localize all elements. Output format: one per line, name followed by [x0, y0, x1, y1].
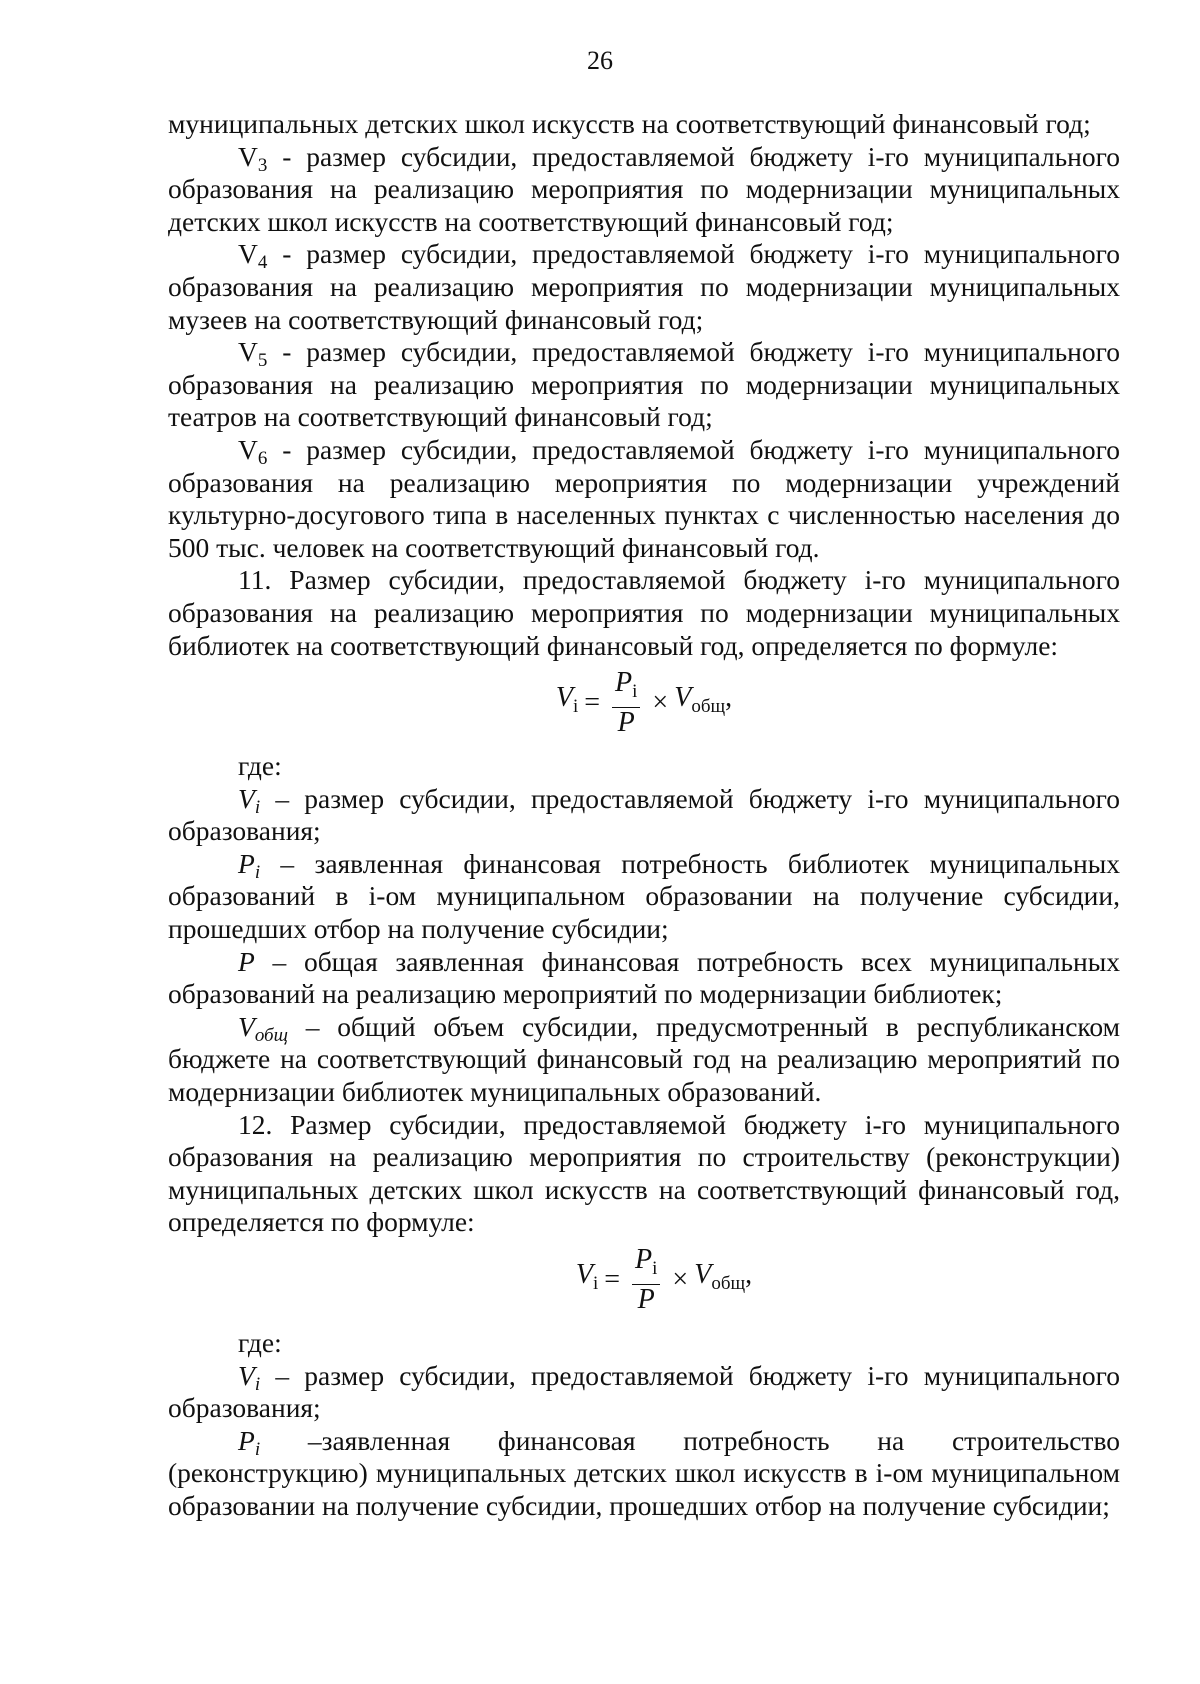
formula-section-12	[168, 1245, 1120, 1321]
fraction-numerator: $P_i$	[632, 1245, 660, 1285]
page-number: 26	[587, 46, 613, 75]
v3-label: $V_3$	[238, 140, 268, 176]
document-body	[168, 108, 1120, 1523]
formula-equals: =	[584, 686, 601, 718]
v5-label: $V_5$	[238, 336, 268, 372]
formula-rhs: $V_{общ}$,	[674, 682, 733, 718]
definition-11-p: P – общая заявленная финансовая потребность всех муниципальных образований на реализацию мероприятий по модернизации библиотек;	[168, 945, 1120, 1010]
where-label-11: где:	[238, 750, 282, 782]
def-var: $P_i$	[238, 847, 261, 883]
def-var: $V_i$	[238, 782, 261, 818]
formula-fraction	[612, 668, 640, 738]
v4-label: $V_4$	[238, 238, 268, 274]
def-var: P	[238, 945, 255, 977]
section-12-intro: 12. Размер субсидии, предоставляемой бюджету i-го муниципального образования на реализацию мероприятия по строительству (реконструкции) муниципальных детских школ искусств на соответствующий финансовый год, определяется по формуле:	[168, 1108, 1120, 1238]
formula-rhs: $V_{общ}$,	[694, 1259, 753, 1295]
fraction-denominator: P	[617, 707, 635, 739]
formula-times: ×	[672, 1263, 689, 1295]
fraction-denominator: P	[637, 1284, 655, 1315]
definition-12-vi: $V_i$ – размер субсидии, предоставляемой бюджету i-го муниципального образования;	[168, 1359, 1120, 1424]
formula-lhs: $V_i$	[555, 682, 579, 718]
definition-11-vobsh: $V_{общ}$ – общий объем субсидии, предусмотренный в республиканском бюджете на соответствующий финансовый год на реализацию мероприятий по модернизации библиотек муниципальных образований.	[168, 1010, 1120, 1108]
paragraph-v4: $V_4$ - размер субсидии, предоставляемой бюджету i-го муниципального образования на реализацию мероприятия по модернизации муниципальных музеев на соответствующий финансовый год;	[168, 238, 1120, 335]
section-11-intro: 11. Размер субсидии, предоставляемой бюджету i-го муниципального образования на реализацию мероприятия по модернизации муниципальных библиотек на соответствующий финансовый год, определяется по формуле:	[168, 564, 1120, 661]
paragraph-v6: $V_6$ - размер субсидии, предоставляемой бюджету i-го муниципального образования на реализацию мероприятия по модернизации учреждений культурно-досугового типа в населенных пунктах с численностью населения до 500 тыс. человек на соответствующий финансовый год.	[168, 433, 1120, 563]
def-var: $V_i$	[238, 1359, 261, 1395]
paragraph-v3: $V_3$ - размер субсидии, предоставляемой бюджету i-го муниципального образования на реализацию мероприятия по модернизации муниципальных детских школ искусств на соответствующий финансовый год;	[168, 140, 1120, 237]
v6-label: $V_6$	[238, 433, 268, 469]
def-var: $P_i$	[238, 1424, 261, 1460]
paragraph-v5: $V_5$ - размер субсидии, предоставляемой бюджету i-го муниципального образования на реализацию мероприятия по модернизации муниципальных театров на соответствующий финансовый год;	[168, 336, 1120, 433]
where-label-12: где:	[238, 1327, 282, 1358]
paragraph-continuation: муниципальных детских школ искусств на соответствующий финансовый год;	[168, 108, 1091, 139]
definition-12-pi: $P_i$ –заявленная финансовая потребность на строительство (реконструкцию) муниципальных детских школ искусств в i-ом муниципальном образовании на получение субсидии, прошедших отбор на получение субсидии;	[168, 1424, 1120, 1521]
definition-11-vi: $V_i$ – размер субсидии, предоставляемой бюджету i-го муниципального образования;	[168, 782, 1120, 847]
fraction-numerator: $P_i$	[612, 668, 640, 708]
def-var: $V_{общ}$	[238, 1010, 288, 1046]
formula-equals: =	[604, 1263, 621, 1295]
formula-section-11	[168, 668, 1120, 744]
formula-lhs: $V_i$	[575, 1259, 599, 1295]
definition-11-pi: $P_i$ – заявленная финансовая потребность библиотек муниципальных образований в i-ом муниципальном образовании на получение субсидии, прошедших отбор на получение субсидии;	[168, 847, 1120, 945]
formula-fraction	[632, 1245, 660, 1315]
formula-times: ×	[652, 686, 669, 718]
